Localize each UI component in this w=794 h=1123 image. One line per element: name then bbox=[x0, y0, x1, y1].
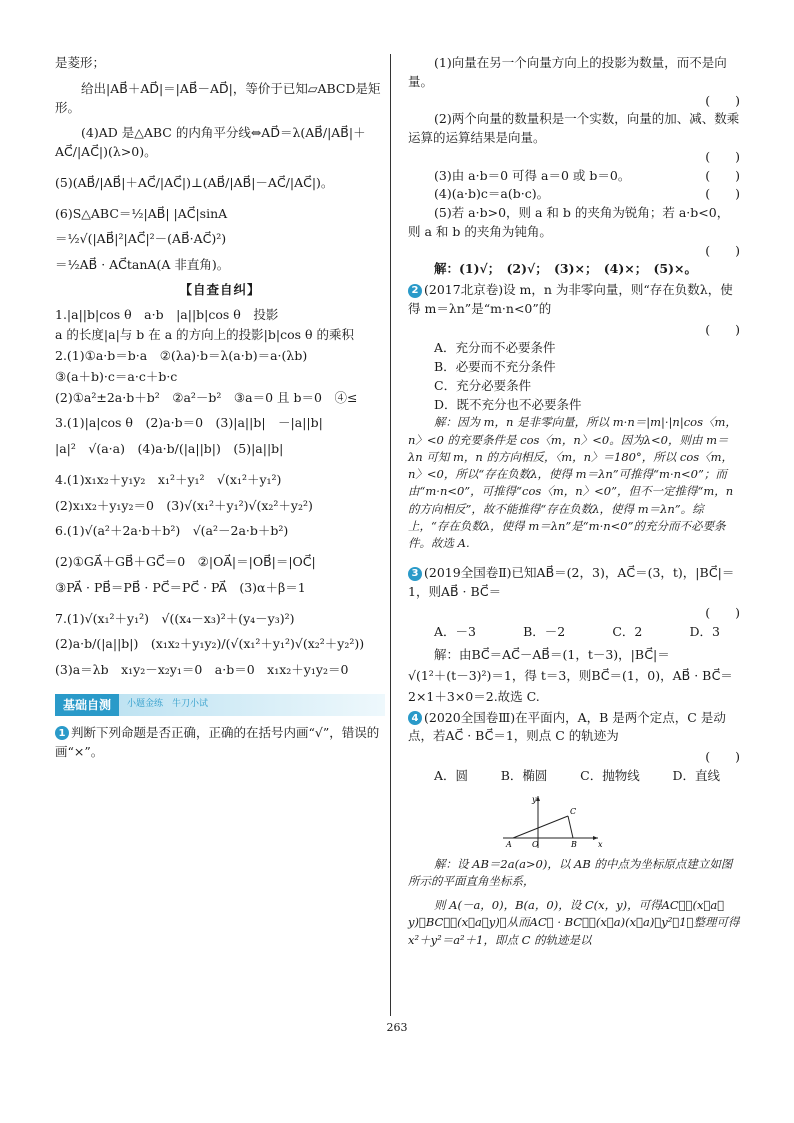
label-o: O bbox=[532, 839, 539, 849]
option-c: C．2 bbox=[612, 623, 643, 639]
question-paren-row bbox=[408, 604, 740, 623]
answer-line: ③PA⃗ · PB⃗＝PB⃗ · PC⃗＝PC⃗ · PA⃗ (3)α＋β＝1 bbox=[55, 579, 306, 595]
banner-subtitle: 小题金练 牛刀小试 bbox=[119, 694, 385, 716]
answer-line: 解：(1)√； (2)√； (3)×； (4)×； (5)×。 bbox=[434, 261, 697, 277]
option-a: A．圆 bbox=[434, 767, 469, 783]
option-a: A．－3 bbox=[434, 623, 476, 639]
option-b: B．椭圆 bbox=[500, 767, 548, 783]
answer-line: 6.(1)√(a²＋2a·b＋b²) √(a²－2a·b＋b²) bbox=[55, 523, 289, 539]
option-c: C．充分必要条件 bbox=[434, 377, 532, 393]
answer-line: (2)x₁x₂＋y₁y₂＝0 (3)√(x₁²＋y₁²)√(x₂²＋y₂²) bbox=[55, 497, 313, 513]
options-list bbox=[408, 339, 740, 414]
text-line: (6)S△ABC＝½|AB⃗| |AC⃗|sinA bbox=[55, 205, 228, 221]
label-c: C bbox=[570, 806, 577, 816]
judge-item bbox=[408, 54, 740, 92]
answer-paren: ( ) bbox=[705, 167, 740, 183]
options-row bbox=[408, 623, 740, 642]
solution-text: 则 A(－a，0)，B(a，0)，设 C(x，y)，可得AC⃗＝(x＋a，y)，BC⃗＝(x－a，y)，从而AC⃗ · BC⃗＝(x＋a)(x－a)＋y²＝1，整理可得 x²＋y²＝a²＋1，即点 C 的轨迹是以 bbox=[408, 898, 740, 947]
judge-text: (4)(a·b)c＝a(b·c)。 bbox=[434, 186, 550, 202]
question-text: 判断下列命题是否正确，正确的在括号内画“√”，错误的画“×”。 bbox=[55, 724, 380, 759]
answer-paren: ( ) bbox=[705, 186, 740, 202]
text-line: 是菱形； bbox=[55, 55, 106, 70]
option-d: D．3 bbox=[689, 623, 720, 639]
judge-item bbox=[408, 204, 740, 242]
label-y: y bbox=[532, 794, 537, 804]
question-text: (2019全国卷Ⅱ)已知AB⃗＝(2，3)，AC⃗＝(3，t)，|BC⃗|＝1，则AB⃗ · BC⃗＝ bbox=[408, 565, 735, 599]
question-paren-row bbox=[408, 748, 740, 767]
question-text: (2017北京卷)设 m，n 为非零向量，则“存在负数λ，使得 m＝λn”是“m·n<0”的 bbox=[408, 282, 733, 316]
answer-paren: ( ) bbox=[705, 242, 740, 258]
label-a: A bbox=[506, 839, 512, 849]
solution-text: 解：因为 m，n 是非零向量，所以 m·n＝|m|·|n|cos〈m，n〉<0 的充要条件是 cos〈m，n〉<0。因为λ<0，则由 m＝λn 可知 m，n 的方向相反，〈m，n〉＝180°，所以 cos〈m，n〉<0，所以“存在负数λ，使得 m＝λn”可推得“m·n<0”；而由“m·n<0”，可推得“cos〈m，n〉<0”，但不一定推得“m，n 的方向相反”，故不能推得“存在负数λ，使得 m＝λn”。综上，“存在负数λ，使得 m＝λn”是“m·n<0”的充分而不必要条件。故选 A. bbox=[408, 415, 737, 550]
answer-paren: ( ) bbox=[705, 92, 740, 108]
segment-ac bbox=[513, 816, 568, 838]
right-column bbox=[408, 54, 740, 951]
answer-line: (2)①a²±2a·b＋b² ②a²－b² ③a＝0 且 b＝0 ④≤ bbox=[55, 389, 358, 405]
y-axis-arrow bbox=[536, 796, 540, 801]
text-line: 给出|AB⃗＋AD⃗|＝|AB⃗－AD⃗|，等价于已知▱ABCD是矩形。 bbox=[55, 80, 381, 115]
judge-text: (5)若 a·b>0，则 a 和 b 的夹角为锐角；若 a·b<0，则 a 和 b 的夹角为钝角。 bbox=[408, 205, 730, 239]
question-paren-row bbox=[408, 321, 740, 340]
column-divider bbox=[390, 54, 391, 1016]
section-banner bbox=[55, 694, 385, 716]
question-number-badge: 2 bbox=[408, 284, 422, 298]
judge-item bbox=[408, 167, 740, 186]
option-d: D．既不充分也不必要条件 bbox=[434, 396, 582, 412]
question-text: (2020全国卷Ⅲ)在平面内，A，B 是两个定点，C 是动点，若AC⃗ · BC⃗＝1，则点 C 的轨迹为 bbox=[408, 709, 726, 744]
options-row bbox=[408, 767, 740, 786]
answer-paren: ( ) bbox=[705, 604, 740, 620]
judge-paren-row bbox=[408, 148, 740, 167]
answer-line: (2)a·b/(|a||b|) (x₁x₂＋y₁y₂)/(√(x₁²＋y₁²)√(x₂²＋y₂²)) bbox=[55, 636, 365, 652]
answer-paren: ( ) bbox=[705, 749, 740, 764]
judge-item bbox=[408, 185, 740, 204]
answer-line: a 的长度|a|与 b 在 a 的方向上的投影|b|cos θ 的乘积 bbox=[55, 327, 354, 343]
text-line: (4)AD 是△ABC 的内角平分线⇔AD⃗＝λ(AB⃗/|AB⃗|＋AC⃗/|AC⃗|)(λ>0)。 bbox=[55, 125, 366, 159]
question-number-badge: 4 bbox=[408, 711, 422, 725]
judge-item bbox=[408, 110, 740, 148]
option-b: B．必要而不充分条件 bbox=[434, 359, 556, 374]
label-b: B bbox=[571, 839, 577, 849]
question-2 bbox=[408, 281, 740, 319]
answer-line: 2.(1)①a·b＝b·a ②(λa)·b＝λ(a·b)＝a·(λb) bbox=[55, 348, 308, 363]
solution-text: 解：由BC⃗＝AC⃗－AB⃗＝(1，t－3)，|BC⃗|＝ bbox=[434, 647, 670, 663]
answer-paren: ( ) bbox=[705, 148, 740, 164]
text-line: ＝½√(|AB⃗|²|AC⃗|²－(AB⃗·AC⃗)²) bbox=[55, 231, 227, 247]
left-column bbox=[55, 54, 385, 763]
text-line: ＝½AB⃗ · AC⃗tanA(A 非直角)。 bbox=[55, 257, 230, 272]
question-number-badge: 3 bbox=[408, 567, 422, 581]
answer-line: (2)①GA⃗＋GB⃗＋GC⃗＝0 ②|OA⃗|＝|OB⃗|＝|OC⃗| bbox=[55, 554, 316, 569]
text-line: (5)(AB⃗/|AB⃗|＋AC⃗/|AC⃗|)⊥(AB⃗/|AB⃗|－AC⃗/|AC⃗|)。 bbox=[55, 174, 334, 190]
answer-line: 7.(1)√(x₁²＋y₁²) √((x₄－x₃)²＋(y₄－y₃)²) bbox=[55, 610, 295, 626]
section-title: 【自查自纠】 bbox=[179, 281, 261, 297]
answer-line: 1.|a||b|cos θ a·b |a||b|cos θ 投影 bbox=[55, 306, 279, 322]
option-a: A．充分而不必要条件 bbox=[434, 340, 556, 356]
answer-line: 4.(1)x₁x₂＋y₁y₂ x₁²＋y₁² √(x₁²＋y₁²) bbox=[55, 471, 282, 487]
judge-text: (1)向量在另一个向量方向上的投影为数量，而不是向量。 bbox=[408, 55, 727, 89]
page-number: 263 bbox=[386, 1021, 408, 1034]
option-d: D．直线 bbox=[672, 767, 720, 783]
judge-text: (2)两个向量的数量积是一个实数，向量的加、减、数乘运算的运算结果是向量。 bbox=[408, 111, 740, 145]
segment-bc bbox=[568, 816, 573, 838]
label-x: x bbox=[598, 839, 603, 849]
judge-paren-row bbox=[408, 242, 740, 261]
question-3 bbox=[408, 564, 740, 602]
solution-text: 2×1＋3×0＝2.故选 C. bbox=[408, 688, 540, 704]
answer-line: (3)a＝λb x₁y₂－x₂y₁＝0 a·b＝0 x₁x₂＋y₁y₂＝0 bbox=[55, 662, 349, 677]
judge-paren-row bbox=[408, 92, 740, 111]
answer-line: 3.(1)|a|cos θ (2)a·b＝0 (3)|a||b| －|a||b| bbox=[55, 415, 323, 431]
banner-title: 基础自测 bbox=[55, 694, 119, 716]
option-c: C．抛物线 bbox=[580, 767, 640, 783]
question-1 bbox=[55, 724, 385, 762]
answer-paren: ( ) bbox=[705, 321, 740, 337]
coordinate-figure bbox=[498, 790, 608, 850]
judge-text: (3)由 a·b＝0 可得 a＝0 或 b＝0。 bbox=[434, 167, 631, 183]
answer-line: ③(a＋b)·c＝a·c＋b·c bbox=[55, 368, 178, 384]
solution-text: 解：设 AB＝2a(a>0)，以 AB 的中点为坐标原点建立如图所示的平面直角坐标系， bbox=[408, 856, 733, 888]
question-number-badge: 1 bbox=[55, 726, 69, 740]
question-4 bbox=[408, 709, 740, 747]
answer-line: |a|² √(a·a) (4)a·b/(|a||b|) (5)|a||b| bbox=[55, 441, 284, 456]
option-b: B．－2 bbox=[523, 623, 566, 639]
solution-text: √(1²＋(t－3)²)＝1，得 t＝3，则BC⃗＝(1，0)，AB⃗ · BC⃗＝ bbox=[408, 668, 733, 683]
